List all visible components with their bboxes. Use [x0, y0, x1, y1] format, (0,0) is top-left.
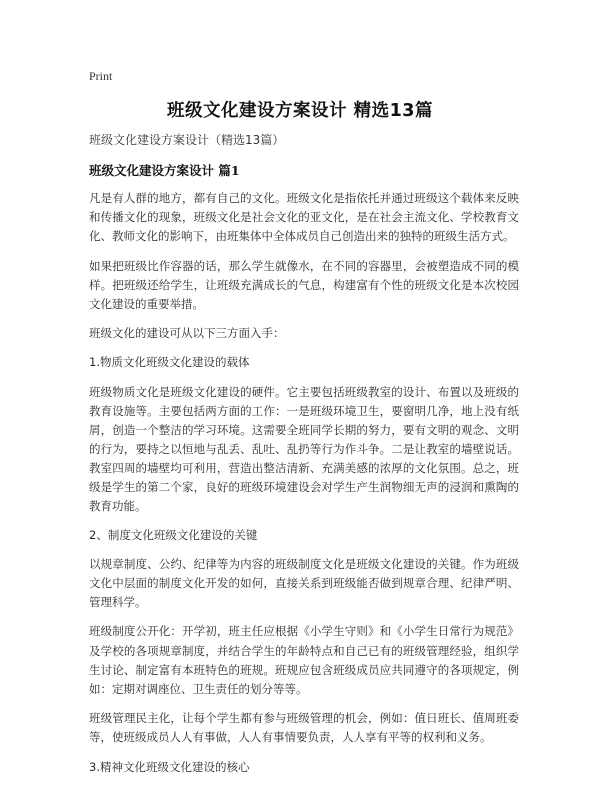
paragraph-heading-spiritual-culture: 3.精神文化班级文化建设的核心 — [89, 759, 250, 774]
paragraph-rules-public: 班级制度公开化：开学初，班主任应根据《小学生守则》和《小学生日常行为规范》及学校的各项规章制度，并结合学生的年龄特点和自己已有的班级管理经验，组织学生讨论、制定富有本班特色的班规。班规应包含班级成员应共同遵守的各项规定，例如：定期对调座位、卫生责任的划分等等。 — [89, 624, 519, 697]
paragraph-material-culture: 班级物质文化是班级文化建设的硬件。它主要包括班级教室的设计、布置以及班级的教育设施等。主要包括两方面的工作：一是班级环境卫生，要窗明几净，地上没有纸屑，创造一个整洁的学习环境。这需要全班同学长期的努力，要有文明的观念、文明的行为，要持之以恒地与乱丢、乱吐、乱扔等行为作斗争。二是让教室的墙壁说话。教室四周的墙壁均可利用，营造出整洁清新、充满美感的浓厚的文化氛围。总之，班级是学生的第二个家，良好的班级环境建设会对学生产生润物细无声的浸润和熏陶的教育功能。 — [89, 384, 519, 513]
document-subtitle: 班级文化建设方案设计（精选13篇） — [89, 133, 285, 147]
paragraph-heading-system-culture: 2、制度文化班级文化建设的关键 — [89, 527, 258, 542]
paragraph-container-metaphor: 如果把班级比作容器的话，那么学生就像水，在不同的容器里，会被塑造成不同的模样。把班级还给学生，让班级充满成长的气息，构建富有个性的班级文化是本次校园文化建设的重要举措。 — [89, 258, 519, 312]
section-heading: 班级文化建设方案设计 篇1 — [89, 163, 240, 178]
paragraph-system-culture: 以规章制度、公约、纪律等为内容的班级制度文化是班级文化建设的关键。作为班级文化中层面的制度文化开发的如何，直接关系到班级能否做到规章合理、纪律严明、管理科学。 — [89, 556, 519, 610]
document-body — [89, 132, 519, 787]
paragraph-culture-definition: 凡是有人群的地方，都有自己的文化。班级文化是指依托并通过班级这个载体来反映和传播文化的现象，班级文化是社会文化的亚文化，是在社会主流文化、学校教育文化、教师文化的影响下，由班集体中全体成员自己创造出来的独特的班级生活方式。 — [89, 191, 519, 244]
paragraph-three-aspects-intro: 班级文化的建设可从以下三方面入手： — [89, 326, 285, 341]
paragraph-management-democratic: 班级管理民主化，让每个学生都有参与班级管理的机会，例如：值日班长、值周班委等，使班级成员人人有事做，人人有事情要负责，人人享有平等的权利和义务。 — [89, 711, 519, 745]
document-title: 班级文化建设方案设计 精选13篇 — [167, 101, 433, 121]
paragraph-heading-material-culture: 1.物质文化班级文化建设的载体 — [89, 355, 250, 370]
print-label: Print — [89, 69, 113, 83]
